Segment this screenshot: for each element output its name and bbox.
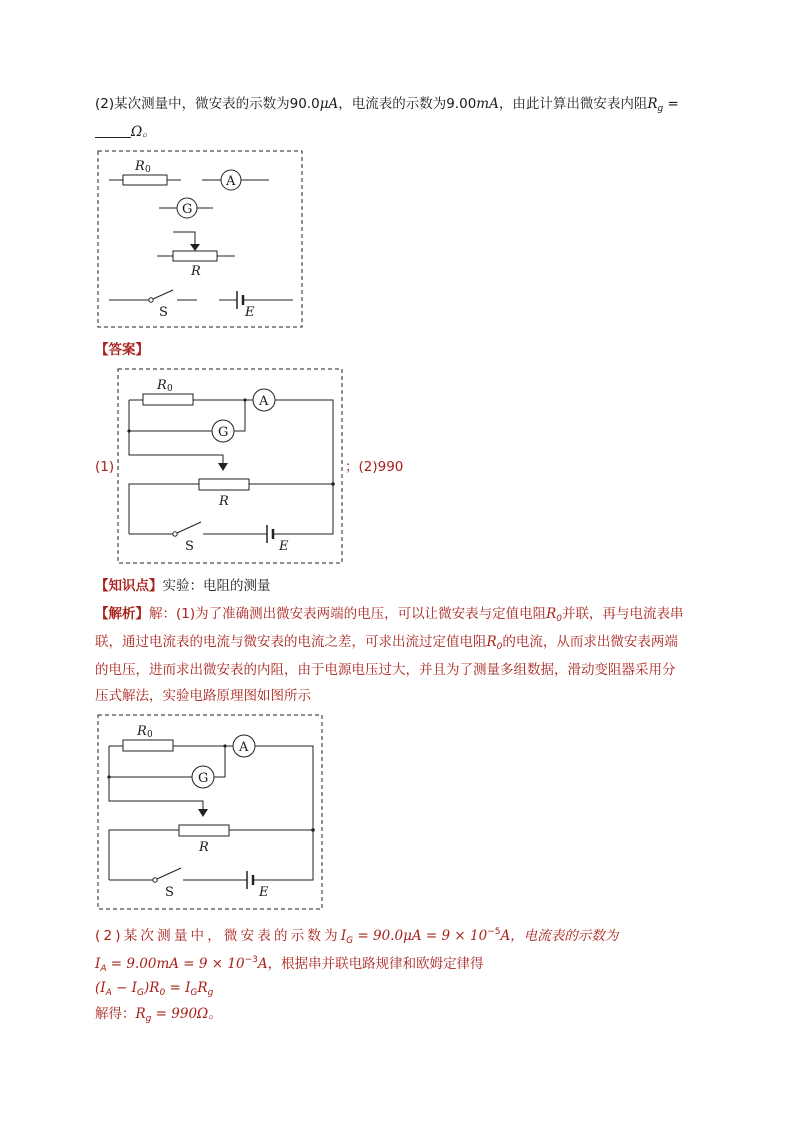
switch-icon <box>157 868 181 879</box>
slider-arrow-icon <box>218 463 228 471</box>
answer-blank-line: Ω。 <box>95 122 156 142</box>
svg-text:R: R <box>219 494 229 509</box>
resistor-r0 <box>123 175 167 185</box>
svg-text:A: A <box>226 174 236 189</box>
svg-text:G: G <box>182 202 193 217</box>
svg-text:A: A <box>239 740 249 755</box>
resistor-r0 <box>123 740 173 751</box>
solution-result: 解得：$R_g = 990\Omega$。 <box>95 1006 222 1024</box>
dashed-frame <box>98 151 302 327</box>
analysis-line-1: 【解析】解：(1)为了准确测出微安表两端的电压，可以让微安表与定值电阻$R_0$并联，再与电流表串 <box>95 606 684 624</box>
slider-arrow-icon <box>190 244 200 251</box>
question-components-diagram <box>97 150 303 328</box>
svg-text:0: 0 <box>167 384 173 394</box>
svg-text:S: S <box>165 885 174 900</box>
resistor-r0 <box>143 394 193 405</box>
analysis-line-4: 压式解法，实验电路原理图如图所示 <box>95 688 311 704</box>
analysis-line-2: 联，通过电流表的电流与微安表的电流之差，可求出流过定值电阻$R_0$的电流，从而求出微安表两端 <box>95 634 678 652</box>
answer-part1-label: (1) <box>95 459 115 475</box>
rheostat <box>199 479 249 490</box>
svg-text:R: R <box>157 378 167 393</box>
svg-text:E: E <box>245 305 255 320</box>
answer-heading: 【答案】 <box>95 342 149 358</box>
switch-icon <box>177 522 201 533</box>
svg-text:A: A <box>259 394 269 409</box>
svg-text:R: R <box>137 724 147 739</box>
svg-text:R: R <box>191 264 201 279</box>
switch-icon <box>153 290 173 299</box>
svg-text:E: E <box>279 539 289 554</box>
solution-equation: $(I_A - I_G)R_0 = I_GR_g$ <box>95 980 214 998</box>
rheostat <box>179 825 229 836</box>
svg-text:0: 0 <box>145 165 151 175</box>
knowledge-point: 【知识点】实验：电阻的测量 <box>95 578 271 594</box>
svg-text:S: S <box>159 305 168 320</box>
svg-text:S: S <box>185 539 194 554</box>
svg-text:0: 0 <box>147 730 153 740</box>
svg-text:E: E <box>259 885 269 900</box>
rheostat <box>173 251 217 261</box>
slider-arrow-icon <box>198 809 208 817</box>
solution-line-2: $I_A = 9.00mA = 9 \times 10^{-3}A$，根据串并联电路规律和欧姆定律得 <box>95 955 484 974</box>
answer-circuit-diagram <box>117 368 343 564</box>
answer-blank <box>95 123 131 138</box>
svg-text:R: R <box>199 840 209 855</box>
question-part2-line: (2)某次测量中，微安表的示数为90.0μA，电流表的示数为9.00mA，由此计算出微安表内阻$R_g$ = <box>95 96 679 114</box>
svg-text:G: G <box>218 425 229 440</box>
answer-part2-value: ；(2)990 <box>345 459 404 475</box>
r0-label: R <box>135 159 145 174</box>
svg-text:G: G <box>198 771 209 786</box>
analysis-circuit-diagram <box>97 714 323 910</box>
solution-line-1: (2)某次测量中，微安表的示数为$I_G = 90.0\mu A = 9 \times 10^{-5}A$，电流表的示数为 <box>95 927 619 946</box>
analysis-line-3: 的电压，进而求出微安表的内阻，由于电源电压过大，并且为了测量多组数据，滑动变阻器采用分 <box>95 662 676 678</box>
